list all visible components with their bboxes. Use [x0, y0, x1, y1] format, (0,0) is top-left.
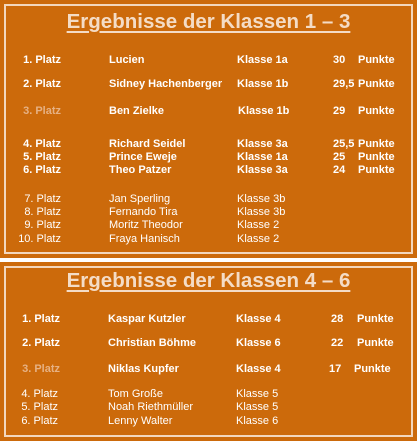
- place-label: 4. Platz: [21, 388, 58, 400]
- class-label: Klasse 2: [237, 219, 280, 231]
- student-name: Lenny Walter: [108, 415, 173, 427]
- place-label: 1. Platz: [23, 54, 61, 66]
- student-name: Fraya Hanisch: [109, 233, 180, 245]
- class-label: Klasse 1a: [237, 54, 288, 66]
- points-unit: Punkte: [358, 54, 395, 66]
- points-unit: Punkte: [358, 78, 395, 90]
- result-row: [0, 233, 417, 246]
- points-unit: Punkte: [357, 313, 394, 325]
- result-row: [0, 151, 417, 164]
- points-value: 24: [333, 164, 346, 176]
- student-name: Richard Seidel: [109, 138, 186, 150]
- place-label: 5. Platz: [23, 151, 61, 163]
- place-label: 8. Platz: [24, 206, 61, 218]
- student-name: Niklas Kupfer: [108, 363, 179, 375]
- points-value: 28: [331, 313, 344, 325]
- result-row: [0, 401, 417, 414]
- student-name: Moritz Theodor: [109, 219, 183, 231]
- result-row: [0, 388, 417, 401]
- points-value: 25,5: [333, 138, 355, 150]
- student-name: Sidney Hachenberger: [109, 78, 223, 90]
- points-unit: Punkte: [357, 337, 394, 349]
- results-panel-grades-4-6: [0, 262, 417, 441]
- place-label: 6. Platz: [21, 415, 58, 427]
- panel-title: Ergebnisse der Klassen 4 – 6: [66, 269, 351, 292]
- points-unit: Punkte: [358, 151, 395, 163]
- place-label: 2. Platz: [22, 337, 60, 349]
- place-label: 1. Platz: [22, 313, 60, 325]
- points-unit: Punkte: [358, 105, 395, 117]
- place-label: 3. Platz: [22, 363, 60, 375]
- class-label: Klasse 3a: [237, 164, 288, 176]
- points-value: 25: [333, 151, 346, 163]
- points-unit: Punkte: [354, 363, 391, 375]
- points-value: 29,5: [333, 78, 355, 90]
- student-name: Ben Zielke: [109, 105, 165, 117]
- student-name: Kaspar Kutzler: [108, 313, 186, 325]
- class-label: Klasse 1b: [237, 78, 289, 90]
- student-name: Prince Eweje: [109, 151, 177, 163]
- place-label: 3. Platz: [23, 105, 61, 117]
- points-unit: Punkte: [358, 164, 395, 176]
- place-label: 7. Platz: [24, 193, 61, 205]
- place-label: 10. Platz: [18, 233, 61, 245]
- place-label: 5. Platz: [21, 401, 58, 413]
- result-row: [0, 337, 417, 350]
- place-label: 9. Platz: [24, 219, 61, 231]
- class-label: Klasse 4: [236, 363, 281, 375]
- panel-title: Ergebnisse der Klassen 1 – 3: [66, 10, 351, 33]
- points-value: 30: [333, 54, 346, 66]
- student-name: Christian Böhme: [108, 337, 197, 349]
- class-label: Klasse 3b: [237, 193, 286, 205]
- student-name: Fernando Tira: [109, 206, 178, 218]
- class-label: Klasse 1b: [238, 105, 290, 117]
- class-label: Klasse 6: [236, 415, 279, 427]
- result-row: [0, 219, 417, 232]
- points-unit: Punkte: [358, 138, 395, 150]
- result-row: [0, 313, 417, 326]
- class-label: Klasse 4: [236, 313, 281, 325]
- result-row: [0, 415, 417, 428]
- class-label: Klasse 3a: [237, 138, 288, 150]
- result-row: [0, 193, 417, 206]
- result-row: [0, 54, 417, 67]
- result-row: [0, 363, 417, 376]
- student-name: Theo Patzer: [109, 164, 172, 176]
- student-name: Lucien: [109, 54, 145, 66]
- result-row: [0, 105, 417, 118]
- points-value: 29: [333, 105, 346, 117]
- result-row: [0, 206, 417, 219]
- result-row: [0, 78, 417, 91]
- class-label: Klasse 3b: [237, 206, 286, 218]
- student-name: Jan Sperling: [109, 193, 171, 205]
- result-row: [0, 138, 417, 151]
- points-value: 22: [331, 337, 344, 349]
- class-label: Klasse 6: [236, 337, 281, 349]
- class-label: Klasse 5: [236, 401, 279, 413]
- class-label: Klasse 2: [237, 233, 280, 245]
- result-row: [0, 164, 417, 177]
- place-label: 2. Platz: [23, 78, 61, 90]
- class-label: Klasse 1a: [237, 151, 288, 163]
- student-name: Tom Große: [108, 388, 164, 400]
- class-label: Klasse 5: [236, 388, 279, 400]
- student-name: Noah Riethmüller: [108, 401, 193, 413]
- place-label: 4. Platz: [23, 138, 61, 150]
- points-value: 17: [329, 363, 342, 375]
- place-label: 6. Platz: [23, 164, 61, 176]
